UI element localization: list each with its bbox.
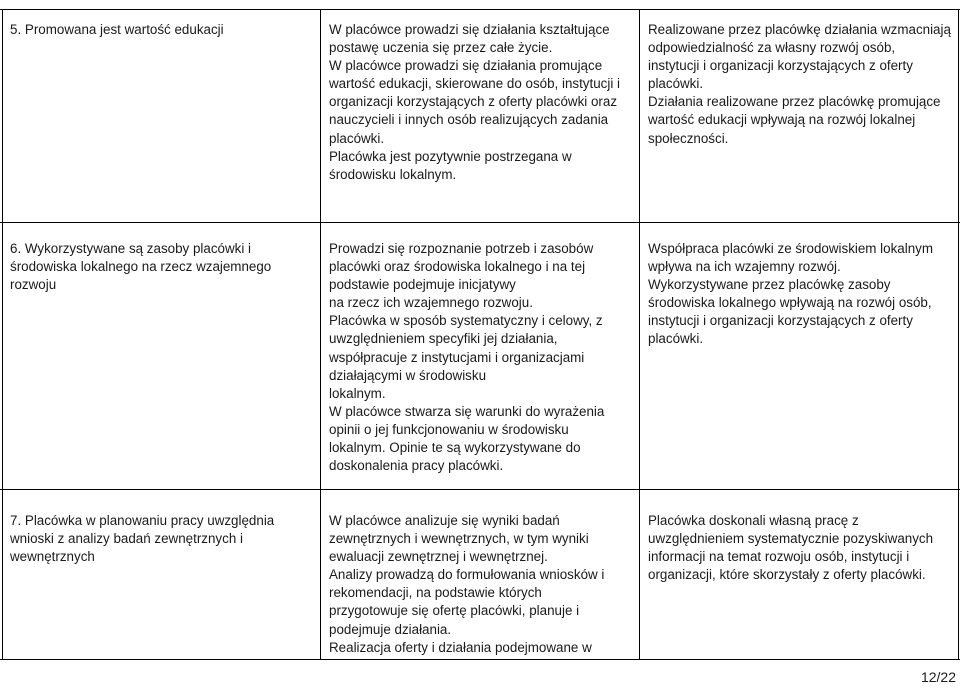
conditions-5-cell: W placówce prowadzi się działania kształtujące postawę uczenia się przez całe życie. W placówce prowadzi się działania promujące wartość edukacji, skierowane do osób, instytucji i organizacji korzystających z oferty placówki oraz nauczycieli i innych osób realizujących zadania placówki. Placówka jest pozytywnie postrzegana w środowisku lokalnym. (329, 22, 621, 182)
row-divider-6-7 (0, 489, 960, 490)
row-divider-bottom (0, 659, 960, 660)
page-number: 12/22 (920, 669, 956, 685)
criterion-7-cell: 7. Placówka w planowaniu pracy uwzględnia wnioski z analizy badań zewnętrznych i wewnętrznych (10, 513, 275, 565)
column-divider-2 (639, 9, 640, 660)
column-divider-left (2, 9, 3, 660)
column-divider-1 (320, 9, 321, 660)
conditions-7-cell: W placówce analizuje się wyniki badań zewnętrznych i wewnętrznych, w tym wyniki ewaluacji zewnętrznej i wewnętrznej. Analizy prowadzą do formułowania wniosków i rekomendacji, na podstawie których przygotowuje się ofertę placówki, planuje i podejmuje działania. Realizacja oferty i działania podejmowane w (329, 513, 605, 655)
criterion-5-cell: 5. Promowana jest wartość edukacji (10, 22, 224, 37)
criterion-6-cell: 6. Wykorzystywane są zasoby placówki i środowiska lokalnego na rzecz wzajemnego rozwoju (10, 241, 272, 293)
conditions-6-cell: Prowadzi się rozpoznanie potrzeb i zasobów placówki oraz środowiska lokalnego i na tej podstawie podejmuje inicjatywy na rzecz ich wzajemnego rozwoju. Placówka w sposób systematyczny i celowy, z uwzględnieniem specyfiki jej działania, współpracuje z instytucjami i organizacjami działającymi w środowisku lokalnym. W placówce stwarza się warunki do wyrażenia opinii o jej funkcjonowaniu w środowisku lokalnym. Opinie te są wykorzystywane do doskonalenia pracy placówki. (329, 241, 605, 474)
row-divider-5-6 (0, 222, 960, 223)
column-divider-right (958, 9, 959, 660)
effects-5-cell: Realizowane przez placówkę działania wzmacniają odpowiedzialność za własny rozwój osób, instytucji i organizacji korzystających z oferty placówki. Działania realizowane przez placówkę promujące wartość edukacji wpływają na rozwój lokalnej społeczności. (648, 22, 951, 146)
effects-7-cell: Placówka doskonali własną pracę z uwzględnieniem systematycznie pozyskiwanych informacji na temat rozwoju osób, instytucji i organizacji, które skorzystały z oferty placówki. (648, 513, 934, 583)
row-divider-top (0, 9, 960, 10)
effects-6-cell: Współpraca placówki ze środowiskiem lokalnym wpływa na ich wzajemny rozwój. Wykorzystywane przez placówkę zasoby środowiska lokalnego wpływają na rozwój osób, instytucji i organizacji korzystających z oferty placówki. (648, 241, 934, 347)
